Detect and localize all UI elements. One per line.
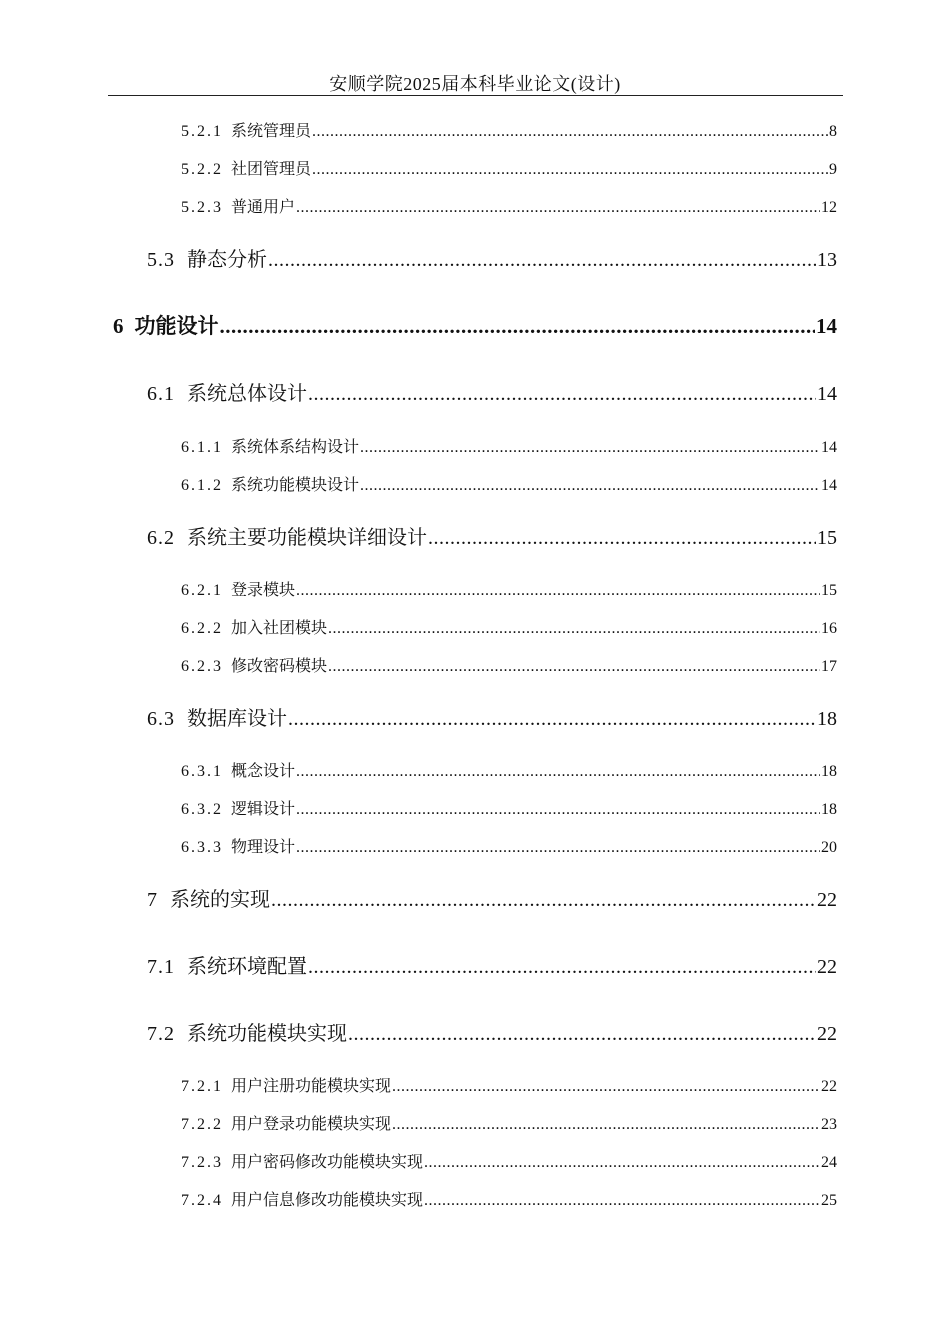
toc-title: 用户注册功能模块实现 <box>231 1078 392 1095</box>
toc-page-number: 12 <box>821 199 837 216</box>
page-header-title: 安顺学院2025届本科毕业论文(设计) <box>329 74 621 94</box>
dot-leader <box>424 1154 820 1172</box>
toc-number: 6.3.1 <box>181 763 223 780</box>
toc-number: 5.2.1 <box>181 123 223 140</box>
toc-number: 7.2.3 <box>181 1154 223 1171</box>
toc-page-number: 14 <box>816 314 837 338</box>
toc-number: 5.2.3 <box>181 199 223 216</box>
toc-entry[interactable] <box>147 1017 837 1046</box>
toc-title: 普通用户 <box>231 199 296 216</box>
dot-leader <box>424 1192 820 1210</box>
dot-leader <box>328 658 820 676</box>
toc-entry[interactable] <box>181 434 837 457</box>
toc-title: 数据库设计 <box>187 708 287 730</box>
toc-number: 6.3 <box>147 708 175 730</box>
toc-page-number: 14 <box>821 439 837 456</box>
toc-page-number: 17 <box>821 658 837 675</box>
dot-leader <box>296 763 820 781</box>
toc-entry[interactable] <box>181 1073 837 1096</box>
toc-number: 7.2.2 <box>181 1116 223 1133</box>
toc-page-number: 14 <box>821 477 837 494</box>
toc-entry[interactable] <box>181 577 837 600</box>
toc-entry[interactable] <box>147 243 837 272</box>
toc-number: 6.1.2 <box>181 477 223 494</box>
toc-title: 系统体系结构设计 <box>231 439 360 456</box>
toc-title: 功能设计 <box>134 314 219 338</box>
toc-page-number: 18 <box>821 763 837 780</box>
toc-entry[interactable] <box>181 796 837 819</box>
toc-entry[interactable] <box>181 653 837 676</box>
dot-leader <box>268 249 816 272</box>
toc-title: 系统环境配置 <box>187 956 307 978</box>
toc-entry[interactable] <box>181 1187 837 1210</box>
toc-page-number: 23 <box>821 1116 837 1133</box>
dot-leader <box>312 123 828 141</box>
toc-number: 7.2 <box>147 1023 175 1045</box>
toc-page-number: 15 <box>821 582 837 599</box>
dot-leader <box>296 839 820 857</box>
toc-page-number: 24 <box>821 1154 837 1171</box>
dot-leader <box>296 582 820 600</box>
toc-entry[interactable] <box>181 834 837 857</box>
toc-number: 6.2.3 <box>181 658 223 675</box>
dot-leader <box>288 708 816 731</box>
toc-page-number: 22 <box>817 889 837 911</box>
toc-title: 系统的实现 <box>170 889 270 911</box>
dot-leader <box>392 1078 820 1096</box>
toc-entry[interactable] <box>181 1111 837 1134</box>
toc-title: 修改密码模块 <box>231 658 328 675</box>
toc-title: 用户登录功能模块实现 <box>231 1116 392 1133</box>
toc-number: 6.2.2 <box>181 620 223 637</box>
toc-page-number: 16 <box>821 620 837 637</box>
toc-page-number: 25 <box>821 1192 837 1209</box>
toc-title: 系统功能模块实现 <box>187 1023 347 1045</box>
toc-title: 社团管理员 <box>231 161 312 178</box>
toc-number: 6.1 <box>147 383 175 405</box>
dot-leader <box>271 889 816 912</box>
header-divider <box>108 95 843 96</box>
dot-leader <box>308 956 816 979</box>
dot-leader <box>328 620 820 638</box>
toc-number: 7.1 <box>147 956 175 978</box>
toc-number: 6.2 <box>147 527 175 549</box>
toc-title: 物理设计 <box>231 839 296 856</box>
toc-title: 登录模块 <box>231 582 296 599</box>
toc-number: 5.2.2 <box>181 161 223 178</box>
toc-page-number: 18 <box>817 708 837 730</box>
dot-leader <box>348 1023 816 1046</box>
toc-entry[interactable] <box>147 521 837 550</box>
toc-number: 7.2.1 <box>181 1078 223 1095</box>
toc-entry[interactable] <box>181 1149 837 1172</box>
toc-entry[interactable] <box>181 615 837 638</box>
toc-title: 加入社团模块 <box>231 620 328 637</box>
toc-page-number: 13 <box>817 249 837 271</box>
toc-page-number: 22 <box>817 1023 837 1045</box>
toc-title: 用户信息修改功能模块实现 <box>231 1192 424 1209</box>
dot-leader <box>428 527 816 550</box>
dot-leader <box>360 439 820 457</box>
toc-number: 6 <box>113 314 125 338</box>
toc-number: 6.2.1 <box>181 582 223 599</box>
toc-page-number: 14 <box>817 383 837 405</box>
toc-title: 用户密码修改功能模块实现 <box>231 1154 424 1171</box>
toc-page-number: 15 <box>817 527 837 549</box>
toc-entry[interactable] <box>147 377 837 406</box>
toc-page-number: 22 <box>817 956 837 978</box>
toc-title: 概念设计 <box>231 763 296 780</box>
toc-page-number: 9 <box>829 161 837 178</box>
toc-title: 系统功能模块设计 <box>231 477 360 494</box>
toc-entry[interactable] <box>147 883 837 912</box>
dot-leader <box>308 383 816 406</box>
dot-leader <box>296 199 820 217</box>
toc-number: 6.3.3 <box>181 839 223 856</box>
toc-number: 7 <box>147 889 158 911</box>
dot-leader <box>220 314 816 339</box>
toc-title: 系统主要功能模块详细设计 <box>187 527 427 549</box>
toc-number: 6.3.2 <box>181 801 223 818</box>
toc-page-number: 18 <box>821 801 837 818</box>
dot-leader <box>392 1116 820 1134</box>
toc-entry[interactable] <box>113 310 837 340</box>
toc-page-number: 22 <box>821 1078 837 1095</box>
toc-page-number: 20 <box>821 839 837 856</box>
toc-page-number: 8 <box>829 123 837 140</box>
toc-number: 7.2.4 <box>181 1192 223 1209</box>
dot-leader <box>360 477 820 495</box>
toc-entry[interactable] <box>181 194 837 217</box>
toc-number: 5.3 <box>147 249 175 271</box>
toc-entry[interactable] <box>181 156 837 179</box>
toc-entry[interactable] <box>147 702 837 731</box>
toc-entry[interactable] <box>181 472 837 495</box>
toc-title: 系统总体设计 <box>187 383 307 405</box>
dot-leader <box>296 801 820 819</box>
dot-leader <box>312 161 828 179</box>
toc-number: 6.1.1 <box>181 439 223 456</box>
toc-entry[interactable] <box>181 758 837 781</box>
toc-entry[interactable] <box>181 118 837 141</box>
toc-title: 系统管理员 <box>231 123 312 140</box>
toc-title: 静态分析 <box>187 249 267 271</box>
toc-entry[interactable] <box>147 950 837 979</box>
toc-title: 逻辑设计 <box>231 801 296 818</box>
